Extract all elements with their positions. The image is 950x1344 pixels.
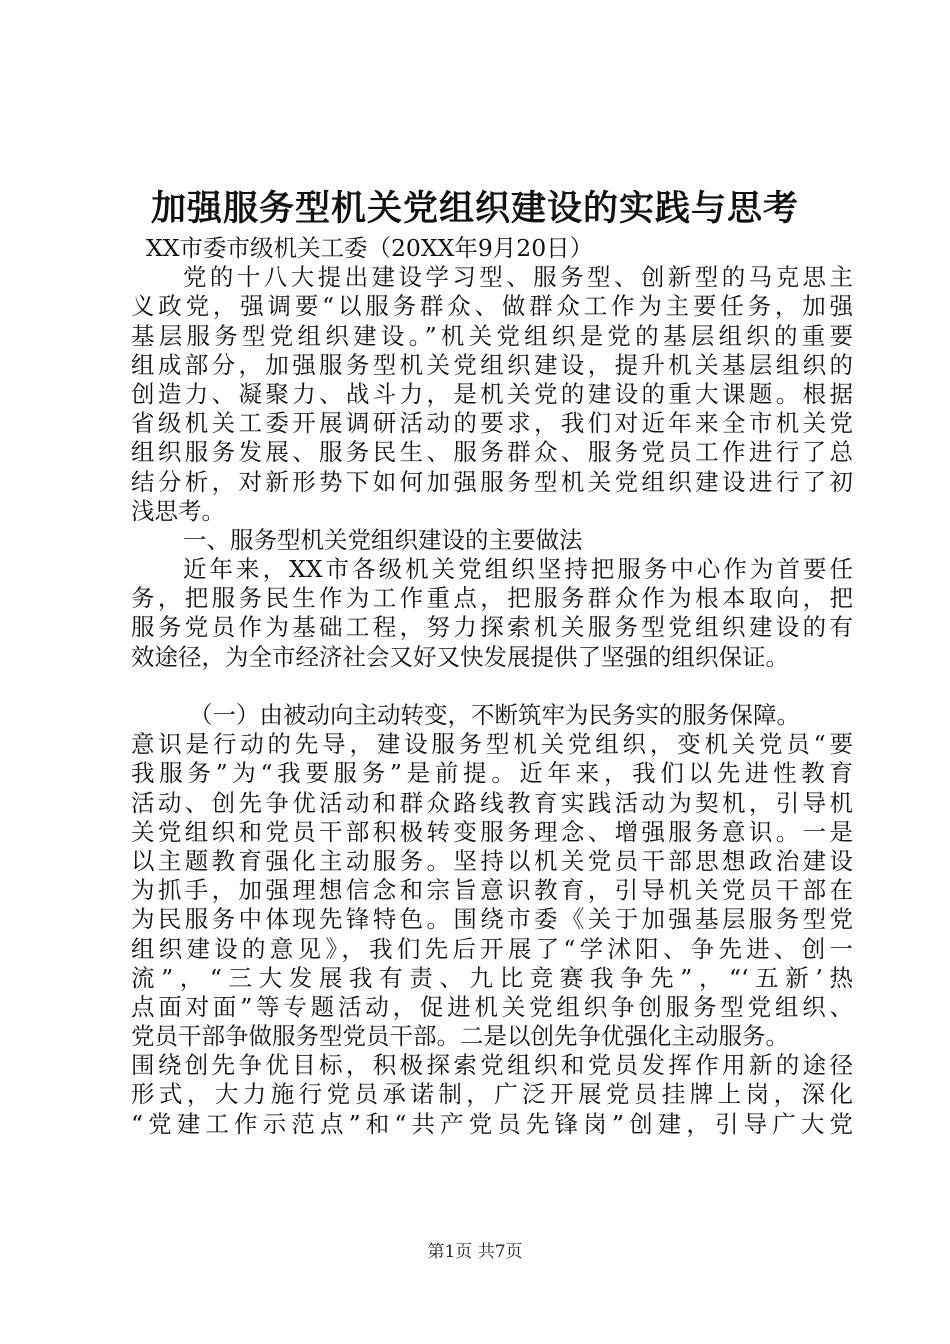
paragraph-line: 关党组织和党员干部积极转变服务理念、增强服务意识。一是 — [131, 817, 853, 846]
paragraph-line: 以主题教育强化主动服务。坚持以机关党员干部思想政治建设 — [131, 846, 853, 875]
paragraph-line: 基层服务型党组织建设。”机关党组织是党的基层组织的重要 — [131, 321, 853, 350]
byline: XX市委市级机关工委（20XX年9月20日） — [146, 234, 594, 262]
document-body — [131, 234, 853, 1139]
page-footer: 第1页 共7页 — [427, 1242, 523, 1262]
paragraph-line: 浅思考。 — [131, 496, 225, 525]
paragraph-line: 组成部分，加强服务型机关党组织建设，提升机关基层组织的 — [131, 350, 853, 379]
paragraph-line: 活动、创先争优活动和群众路线教育实践活动为契机，引导机 — [131, 788, 853, 817]
paragraph-line: 点面对面”等专题活动，促进机关党组织争创服务型党组织、 — [131, 992, 853, 1021]
paragraph-line: 组织服务发展、服务民生、服务群众、服务党员工作进行了总 — [131, 438, 853, 467]
paragraph-line: 效途径，为全市经济社会又好又快发展提供了坚强的组织保证。 — [131, 642, 789, 671]
paragraph-line: 义政党，强调要“以服务群众、做群众工作为主要任务，加强 — [131, 292, 853, 321]
paragraph-line: 形式，大力施行党员承诺制，广泛开展党员挂牌上岗，深化 — [131, 1080, 853, 1109]
paragraph-line: 务，把服务民生作为工作重点，把服务群众作为根本取向，把 — [131, 584, 853, 613]
document-title: 加强服务型机关党组织建设的实践与思考 — [150, 188, 799, 229]
section-heading: 一、服务型机关党组织建设的主要做法 — [183, 525, 583, 554]
paragraph-line: 流”，“三大发展我有责、九比竞赛我争先”，“‘五新’热 — [131, 963, 853, 992]
paragraph-spacer — [131, 672, 853, 701]
paragraph-line: 党员干部争做服务型党员干部。二是以创先争优强化主动服务。 — [131, 1022, 789, 1051]
paragraph-intro — [131, 263, 853, 526]
paragraph-line: 近年来，XX市各级机关党组织坚持把服务中心作为首要任 — [183, 555, 853, 584]
paragraph-line: 围绕创先争优目标，积极探索党组织和党员发挥作用新的途径 — [131, 1051, 853, 1080]
paragraph-line: （一）由被动向主动转变，不断筑牢为民务实的服务保障。 — [189, 701, 800, 729]
paragraph-line: 服务党员作为基础工程，努力探索机关服务型党组织建设的有 — [131, 613, 853, 642]
paragraph-line: “党建工作示范点”和“共产党员先锋岗”创建，引导广大党 — [131, 1109, 853, 1138]
paragraph-line: 省级机关工委开展调研活动的要求，我们对近年来全市机关党 — [131, 409, 853, 438]
paragraph-line: 为民服务中体现先锋特色。围绕市委《关于加强基层服务型党 — [131, 905, 853, 934]
paragraph-line: 党的十八大提出建设学习型、服务型、创新型的马克思主 — [183, 263, 853, 292]
paragraph-line: 结分析，对新形势下如何加强服务型机关党组织建设进行了初 — [131, 467, 853, 496]
paragraph-line: 创造力、凝聚力、战斗力，是机关党的建设的重大课题。根据 — [131, 379, 853, 408]
paragraph-practices — [131, 555, 853, 672]
paragraph-line: 我服务”为“我要服务”是前提。近年来，我们以先进性教育 — [131, 759, 853, 788]
paragraph-line: 组织建设的意见》，我们先后开展了“学沭阳、争先进、创一 — [131, 934, 853, 963]
paragraph-subsection-one — [131, 701, 853, 1139]
paragraph-line: 为抓手，加强理想信念和宗旨意识教育，引导机关党员干部在 — [131, 876, 853, 905]
paragraph-line: 意识是行动的先导，建设服务型机关党组织，变机关党员“要 — [131, 730, 853, 759]
